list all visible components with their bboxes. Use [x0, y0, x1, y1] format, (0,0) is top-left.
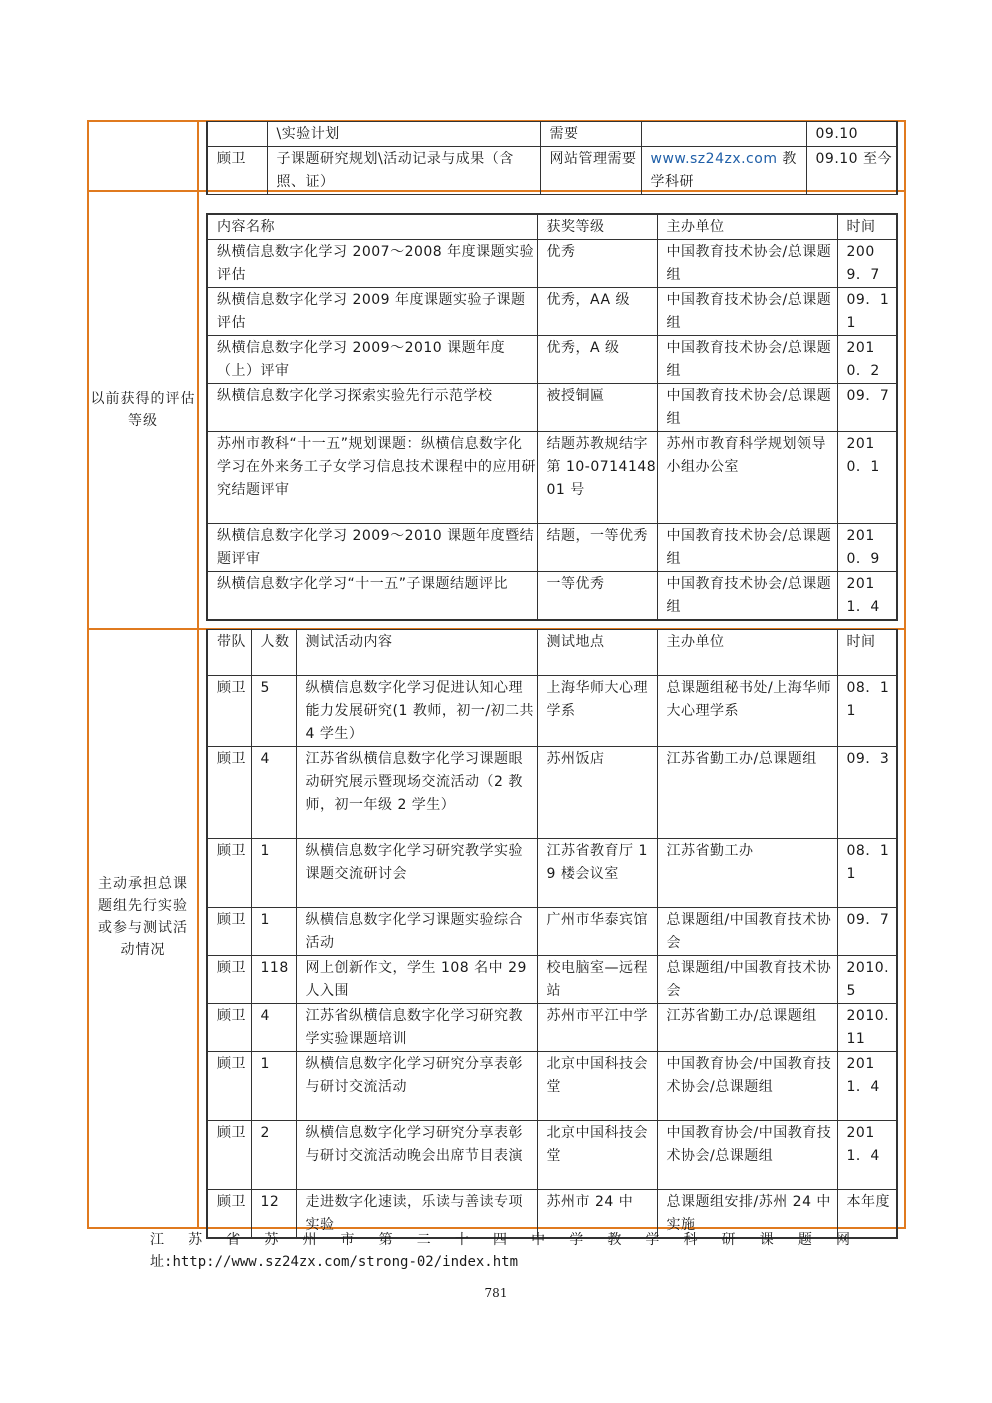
act-location: 苏州市平江中学 [537, 1004, 657, 1052]
act-count: 5 [251, 676, 296, 747]
act-time: 2010.11 [837, 1004, 897, 1052]
table-row [207, 384, 897, 432]
footer-char: 州 [302, 1232, 317, 1248]
activities-table [206, 629, 898, 1239]
plan-site [641, 147, 806, 195]
table-row [207, 676, 897, 747]
act-location: 江苏省教育厅 19 楼会议室 [537, 839, 657, 908]
act-leader: 顾卫 [207, 908, 251, 956]
site-link-suffix: 教学科研 [650, 151, 797, 190]
header-content-name: 内容名称 [207, 214, 537, 240]
footer-char: 苏 [188, 1232, 203, 1248]
footer-url-prefix: 址: [150, 1254, 173, 1270]
table-row [207, 572, 897, 621]
act-location: 广州市华泰宾馆 [537, 908, 657, 956]
plan-person: 顾卫 [207, 147, 267, 195]
plan-type: 需要 [540, 122, 641, 147]
table-row [207, 147, 897, 195]
act-location: 校电脑室—远程站 [537, 956, 657, 1004]
footer-char: 研 [721, 1232, 736, 1248]
eval-time: 2010．1 [837, 432, 897, 524]
act-time: 09．7 [837, 908, 897, 956]
eval-organizer: 中国教育技术协会/总课题组 [657, 524, 837, 572]
evaluation-table [206, 213, 898, 621]
act-content: 纵横信息数字化学习研究分享表彰与研讨交流活动晚会出席节目表演 [296, 1121, 537, 1190]
eval-organizer: 中国教育技术协会/总课题组 [657, 572, 837, 621]
eval-time: 09．7 [837, 384, 897, 432]
act-time: 2011．4 [837, 1052, 897, 1121]
footer-char: 苏 [264, 1232, 279, 1248]
table-row [207, 839, 897, 908]
header-count: 人数 [251, 630, 296, 676]
act-time: 2010.5 [837, 956, 897, 1004]
table-row [207, 1121, 897, 1190]
act-count: 118 [251, 956, 296, 1004]
label-column-divider [197, 120, 199, 1229]
act-content: 江苏省纵横信息数字化学习研究教学实验课题培训 [296, 1004, 537, 1052]
act-leader: 顾卫 [207, 1052, 251, 1121]
table-row [207, 432, 897, 524]
eval-content: 纵横信息数字化学习 2009 年度课题实验子课题评估 [207, 288, 537, 336]
act-content: 纵横信息数字化学习研究分享表彰与研讨交流活动 [296, 1052, 537, 1121]
footer-char: 课 [759, 1232, 774, 1248]
plan-time: 09.10 [806, 122, 897, 147]
act-content: 网上创新作文，学生 108 名中 29 人入围 [296, 956, 537, 1004]
eval-content: 纵横信息数字化学习探索实验先行示范学校 [207, 384, 537, 432]
act-organizer: 中国教育协会/中国教育技术协会/总课题组 [657, 1052, 837, 1121]
act-time: 08．11 [837, 839, 897, 908]
eval-level: 优秀 [537, 240, 657, 288]
footer-char: 学 [569, 1232, 584, 1248]
act-content: 江苏省纵横信息数字化学习课题眼动研究展示暨现场交流活动（2 教师，初一年级 2 学生） [296, 747, 537, 839]
eval-organizer: 中国教育技术协会/总课题组 [657, 336, 837, 384]
plan-content: \实验计划 [267, 122, 540, 147]
act-organizer: 中国教育协会/中国教育技术协会/总课题组 [657, 1121, 837, 1190]
footer-url-link[interactable]: http://www.sz24zx.com/strong-02/index.htm [172, 1254, 519, 1270]
header-activity: 测试活动内容 [296, 630, 537, 676]
act-organizer: 总课题组/中国教育技术协会 [657, 956, 837, 1004]
eval-level: 结题苏教规结字第 10-071414801 号 [537, 432, 657, 524]
header-award-level: 获奖等级 [537, 214, 657, 240]
act-leader: 顾卫 [207, 1121, 251, 1190]
eval-level: 结题，一等优秀 [537, 524, 657, 572]
page-footer [150, 1229, 850, 1273]
table-row [207, 747, 897, 839]
footer-site-name [150, 1229, 850, 1251]
plan-table [206, 121, 898, 195]
eval-time: 2011．4 [837, 572, 897, 621]
table-row [207, 240, 897, 288]
plan-type: 网站管理需要 [540, 147, 641, 195]
eval-content: 苏州市教科“十一五”规划课题：纵横信息数字化学习在外来务工子女学习信息技术课程中的应用研究结题评审 [207, 432, 537, 524]
act-organizer: 总课题组安排/苏州 24 中实施 [657, 1190, 837, 1239]
header-location: 测试地点 [537, 630, 657, 676]
act-leader: 顾卫 [207, 1190, 251, 1239]
eval-organizer: 苏州市教育科学规划领导小组办公室 [657, 432, 837, 524]
table-row [207, 1052, 897, 1121]
act-count: 12 [251, 1190, 296, 1239]
act-count: 1 [251, 1052, 296, 1121]
act-count: 2 [251, 1121, 296, 1190]
header-time: 时间 [837, 214, 897, 240]
eval-organizer: 中国教育技术协会/总课题组 [657, 384, 837, 432]
table-row [207, 122, 897, 147]
page-number: 781 [484, 1286, 508, 1300]
act-leader: 顾卫 [207, 676, 251, 747]
table-row [207, 956, 897, 1004]
footer-char: 市 [340, 1232, 355, 1248]
activities-section-label: 主动承担总课题组先行实验或参与测试活动情况 [98, 876, 188, 958]
act-time: 2011．4 [837, 1121, 897, 1190]
table-row [207, 288, 897, 336]
footer-url-line [150, 1251, 850, 1273]
table-row [207, 336, 897, 384]
eval-organizer: 中国教育技术协会/总课题组 [657, 240, 837, 288]
footer-char: 江 [150, 1232, 164, 1248]
eval-level: 被授铜匾 [537, 384, 657, 432]
header-organizer: 主办单位 [657, 214, 837, 240]
act-content: 纵横信息数字化学习课题实验综合活动 [296, 908, 537, 956]
footer-char: 省 [226, 1232, 241, 1248]
act-location: 苏州市 24 中 [537, 1190, 657, 1239]
footer-char: 十 [454, 1232, 469, 1248]
eval-level: 优秀，A 级 [537, 336, 657, 384]
act-time: 08．11 [837, 676, 897, 747]
footer-char: 学 [645, 1232, 660, 1248]
act-organizer: 江苏省勤工办/总课题组 [657, 747, 837, 839]
header-leader: 带队 [207, 630, 251, 676]
act-location: 上海华师大心理学系 [537, 676, 657, 747]
eval-content: 纵横信息数字化学习 2009～2010 课题年度（上）评审 [207, 336, 537, 384]
act-content: 纵横信息数字化学习促进认知心理能力发展研究(1 教师，初一/初二共 4 学生） [296, 676, 537, 747]
eval-time: 2009．7 [837, 240, 897, 288]
table-row [207, 908, 897, 956]
act-count: 1 [251, 908, 296, 956]
act-count: 1 [251, 839, 296, 908]
act-time: 本年度 [837, 1190, 897, 1239]
act-time: 09．3 [837, 747, 897, 839]
eval-level: 一等优秀 [537, 572, 657, 621]
header-time: 时间 [837, 630, 897, 676]
eval-time: 2010．2 [837, 336, 897, 384]
plan-time: 09.10 至今 [806, 147, 897, 195]
table-row [207, 1004, 897, 1052]
footer-char: 题 [797, 1232, 812, 1248]
act-leader: 顾卫 [207, 956, 251, 1004]
site-link[interactable]: www.sz24zx.com [650, 151, 778, 167]
footer-char: 二 [416, 1232, 431, 1248]
evaluation-section-label: 以前获得的评估等级 [90, 391, 196, 429]
eval-level: 优秀，AA 级 [537, 288, 657, 336]
act-location: 北京中国科技会堂 [537, 1052, 657, 1121]
footer-char: 四 [492, 1232, 507, 1248]
table-header-row [207, 214, 897, 240]
act-leader: 顾卫 [207, 839, 251, 908]
eval-content: 纵横信息数字化学习 2009～2010 课题年度暨结题评审 [207, 524, 537, 572]
act-location: 苏州饭店 [537, 747, 657, 839]
table-row [207, 524, 897, 572]
act-count: 4 [251, 747, 296, 839]
act-leader: 顾卫 [207, 1004, 251, 1052]
header-organizer: 主办单位 [657, 630, 837, 676]
footer-char: 教 [607, 1232, 622, 1248]
act-organizer: 江苏省勤工办 [657, 839, 837, 908]
eval-organizer: 中国教育技术协会/总课题组 [657, 288, 837, 336]
act-leader: 顾卫 [207, 747, 251, 839]
act-organizer: 江苏省勤工办/总课题组 [657, 1004, 837, 1052]
act-content: 纵横信息数字化学习研究教学实验课题交流研讨会 [296, 839, 537, 908]
act-location: 北京中国科技会堂 [537, 1121, 657, 1190]
act-content: 走进数字化速读，乐读与善读专项实验 [296, 1190, 537, 1239]
table-header-row [207, 630, 897, 676]
footer-char: 网 [835, 1232, 850, 1248]
eval-time: 2010．9 [837, 524, 897, 572]
footer-char: 第 [378, 1232, 393, 1248]
act-organizer: 总课题组秘书处/上海华师大心理学系 [657, 676, 837, 747]
footer-char: 中 [531, 1232, 546, 1248]
plan-site [641, 122, 806, 147]
eval-content: 纵横信息数字化学习 2007～2008 年度课题实验评估 [207, 240, 537, 288]
act-count: 4 [251, 1004, 296, 1052]
eval-content: 纵横信息数字化学习“十一五”子课题结题评比 [207, 572, 537, 621]
act-organizer: 总课题组/中国教育技术协会 [657, 908, 837, 956]
eval-time: 09．11 [837, 288, 897, 336]
footer-char: 科 [683, 1232, 698, 1248]
plan-content: 子课题研究规划\活动记录与成果（含照、证） [267, 147, 540, 195]
plan-person [207, 122, 267, 147]
